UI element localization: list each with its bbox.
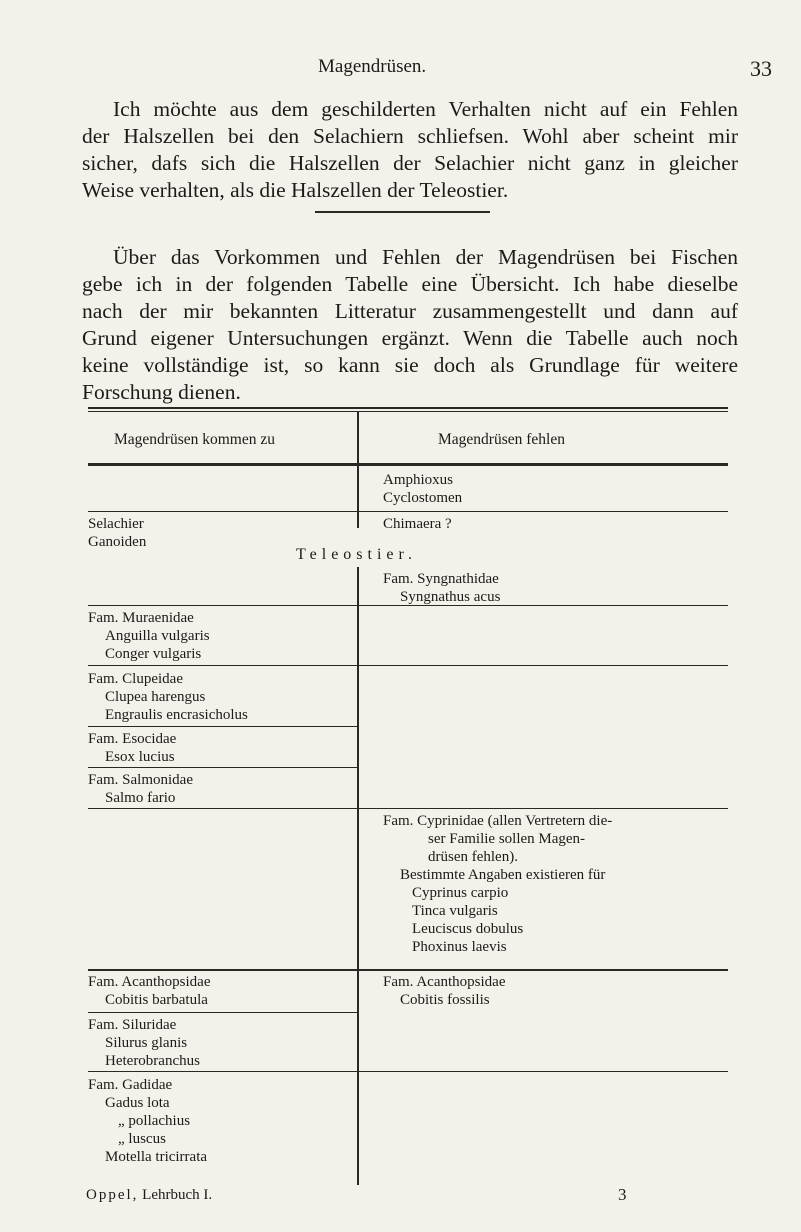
sheet-signature: 3 [618, 1185, 627, 1204]
family: Fam. Clupeidae [88, 671, 183, 687]
family: Fam. Acanthopsidae [383, 974, 506, 990]
species: Cyprinus carpio [412, 885, 509, 901]
col-header-fehlen: Magendrüsen fehlen [438, 431, 565, 448]
species: Clupea harengus [105, 689, 206, 705]
teleostier-heading: Teleostier. [296, 546, 417, 563]
row-cyprinidae [383, 812, 612, 956]
row-salmonidae [88, 771, 193, 807]
footer-signature-line [86, 1187, 212, 1204]
row-rule [88, 726, 357, 727]
family-note: ser Familie sollen Magen- [428, 831, 586, 847]
text-line: Ich möchte aus dem geschilderten Verhalten nicht auf ein Fehlen [113, 97, 738, 121]
family: Fam. Muraenidae [88, 610, 194, 626]
taxon: Amphioxus [383, 472, 454, 488]
column-divider [357, 567, 359, 1185]
family: Fam. Salmonidae [88, 772, 193, 788]
row-rule [88, 605, 728, 606]
species: Heterobranchus [105, 1053, 200, 1069]
table-top-rule [88, 411, 728, 412]
row-syngnathidae [383, 570, 500, 606]
row-muraenidae [88, 609, 210, 663]
row-rule [88, 808, 728, 809]
taxon: Syngnathus acus [400, 589, 501, 605]
species: Motella tricirrata [105, 1149, 208, 1165]
row-selachier [88, 515, 146, 551]
species: Conger vulgaris [105, 646, 202, 662]
paragraph-tabelle-intro [82, 244, 738, 406]
species: Leuciscus dobulus [412, 921, 524, 937]
species: „ pollachius [118, 1113, 191, 1129]
text-line: Weise verhalten, als die Halszellen der Teleostier. [82, 178, 509, 202]
row-gadidae [88, 1076, 207, 1166]
row-rule [88, 511, 728, 512]
text-line: nach der mir bekannten Litteratur zusammengestellt und dann auf [82, 299, 738, 323]
running-title: Magendrüsen. [318, 56, 427, 77]
taxon: Cyclostomen [383, 490, 463, 506]
family: Fam. Siluridae [88, 1017, 177, 1033]
table-top-rule [88, 407, 728, 409]
paragraph-halszellen [82, 96, 738, 204]
row-acanthopsidae-right [383, 973, 505, 1009]
family-note: Fam. Cyprinidae (allen Vertretern die- [383, 813, 613, 829]
running-header [0, 56, 801, 86]
species: Cobitis barbatula [105, 992, 208, 1008]
row-chimaera [383, 515, 452, 533]
row-clupeidae [88, 670, 248, 724]
row-acanthopsidae-left [88, 973, 210, 1009]
row-rule [88, 1071, 728, 1072]
family-note: Bestimmte Angaben existieren für [400, 867, 606, 883]
row-rule [88, 767, 357, 768]
row-rule [88, 969, 728, 971]
species: Cobitis fossilis [400, 992, 490, 1008]
header-rule [88, 463, 728, 466]
taxon: Chimaera ? [383, 516, 452, 532]
species: Engraulis encrasicholus [105, 707, 248, 723]
family-note: drüsen fehlen). [428, 849, 518, 865]
row-esocidae [88, 730, 176, 766]
species: Tinca vulgaris [412, 903, 498, 919]
taxon: Ganoiden [88, 534, 147, 550]
species: Gadus lota [105, 1095, 170, 1111]
species: Anguilla vulgaris [105, 628, 210, 644]
taxon: Selachier [88, 516, 144, 532]
text-line: Grund eigener Untersuchungen ergänzt. Wenn die Tabelle auch noch [82, 326, 738, 350]
text-line: Forschung dienen. [82, 380, 241, 404]
text-line: Über das Vorkommen und Fehlen der Magendrüsen bei Fischen [113, 245, 738, 269]
footer-book: Lehrbuch I. [142, 1187, 213, 1203]
text-line: der Halszellen bei den Selachiern schliefsen. Wohl aber scheint mir [82, 124, 738, 148]
text-line: sicher, dafs sich die Halszellen der Selachier nicht ganz in gleicher [82, 151, 738, 175]
row-rule [88, 1012, 357, 1013]
family: Fam. Esocidae [88, 731, 177, 747]
page-number: 33 [750, 56, 772, 81]
col-header-kommen-zu: Magendrüsen kommen zu [114, 431, 275, 448]
text-line: keine vollständige ist, so kann sie doch als Grundlage für weitere [82, 353, 738, 377]
row-rule [88, 665, 728, 666]
species: Phoxinus laevis [412, 939, 507, 955]
row-amphioxus [383, 471, 462, 507]
species: Salmo fario [105, 790, 176, 806]
species: Silurus glanis [105, 1035, 188, 1051]
species: „ luscus [118, 1131, 166, 1147]
family: Fam. Gadidae [88, 1077, 173, 1093]
species: Esox lucius [105, 749, 175, 765]
row-siluridae [88, 1016, 200, 1070]
footer-author: Oppel, [86, 1187, 139, 1203]
taxon: Fam. Syngnathidae [383, 571, 499, 587]
section-divider [315, 211, 490, 213]
text-line: gebe ich in der folgenden Tabelle eine Übersicht. Ich habe dieselbe [82, 272, 738, 296]
family: Fam. Acanthopsidae [88, 974, 211, 990]
